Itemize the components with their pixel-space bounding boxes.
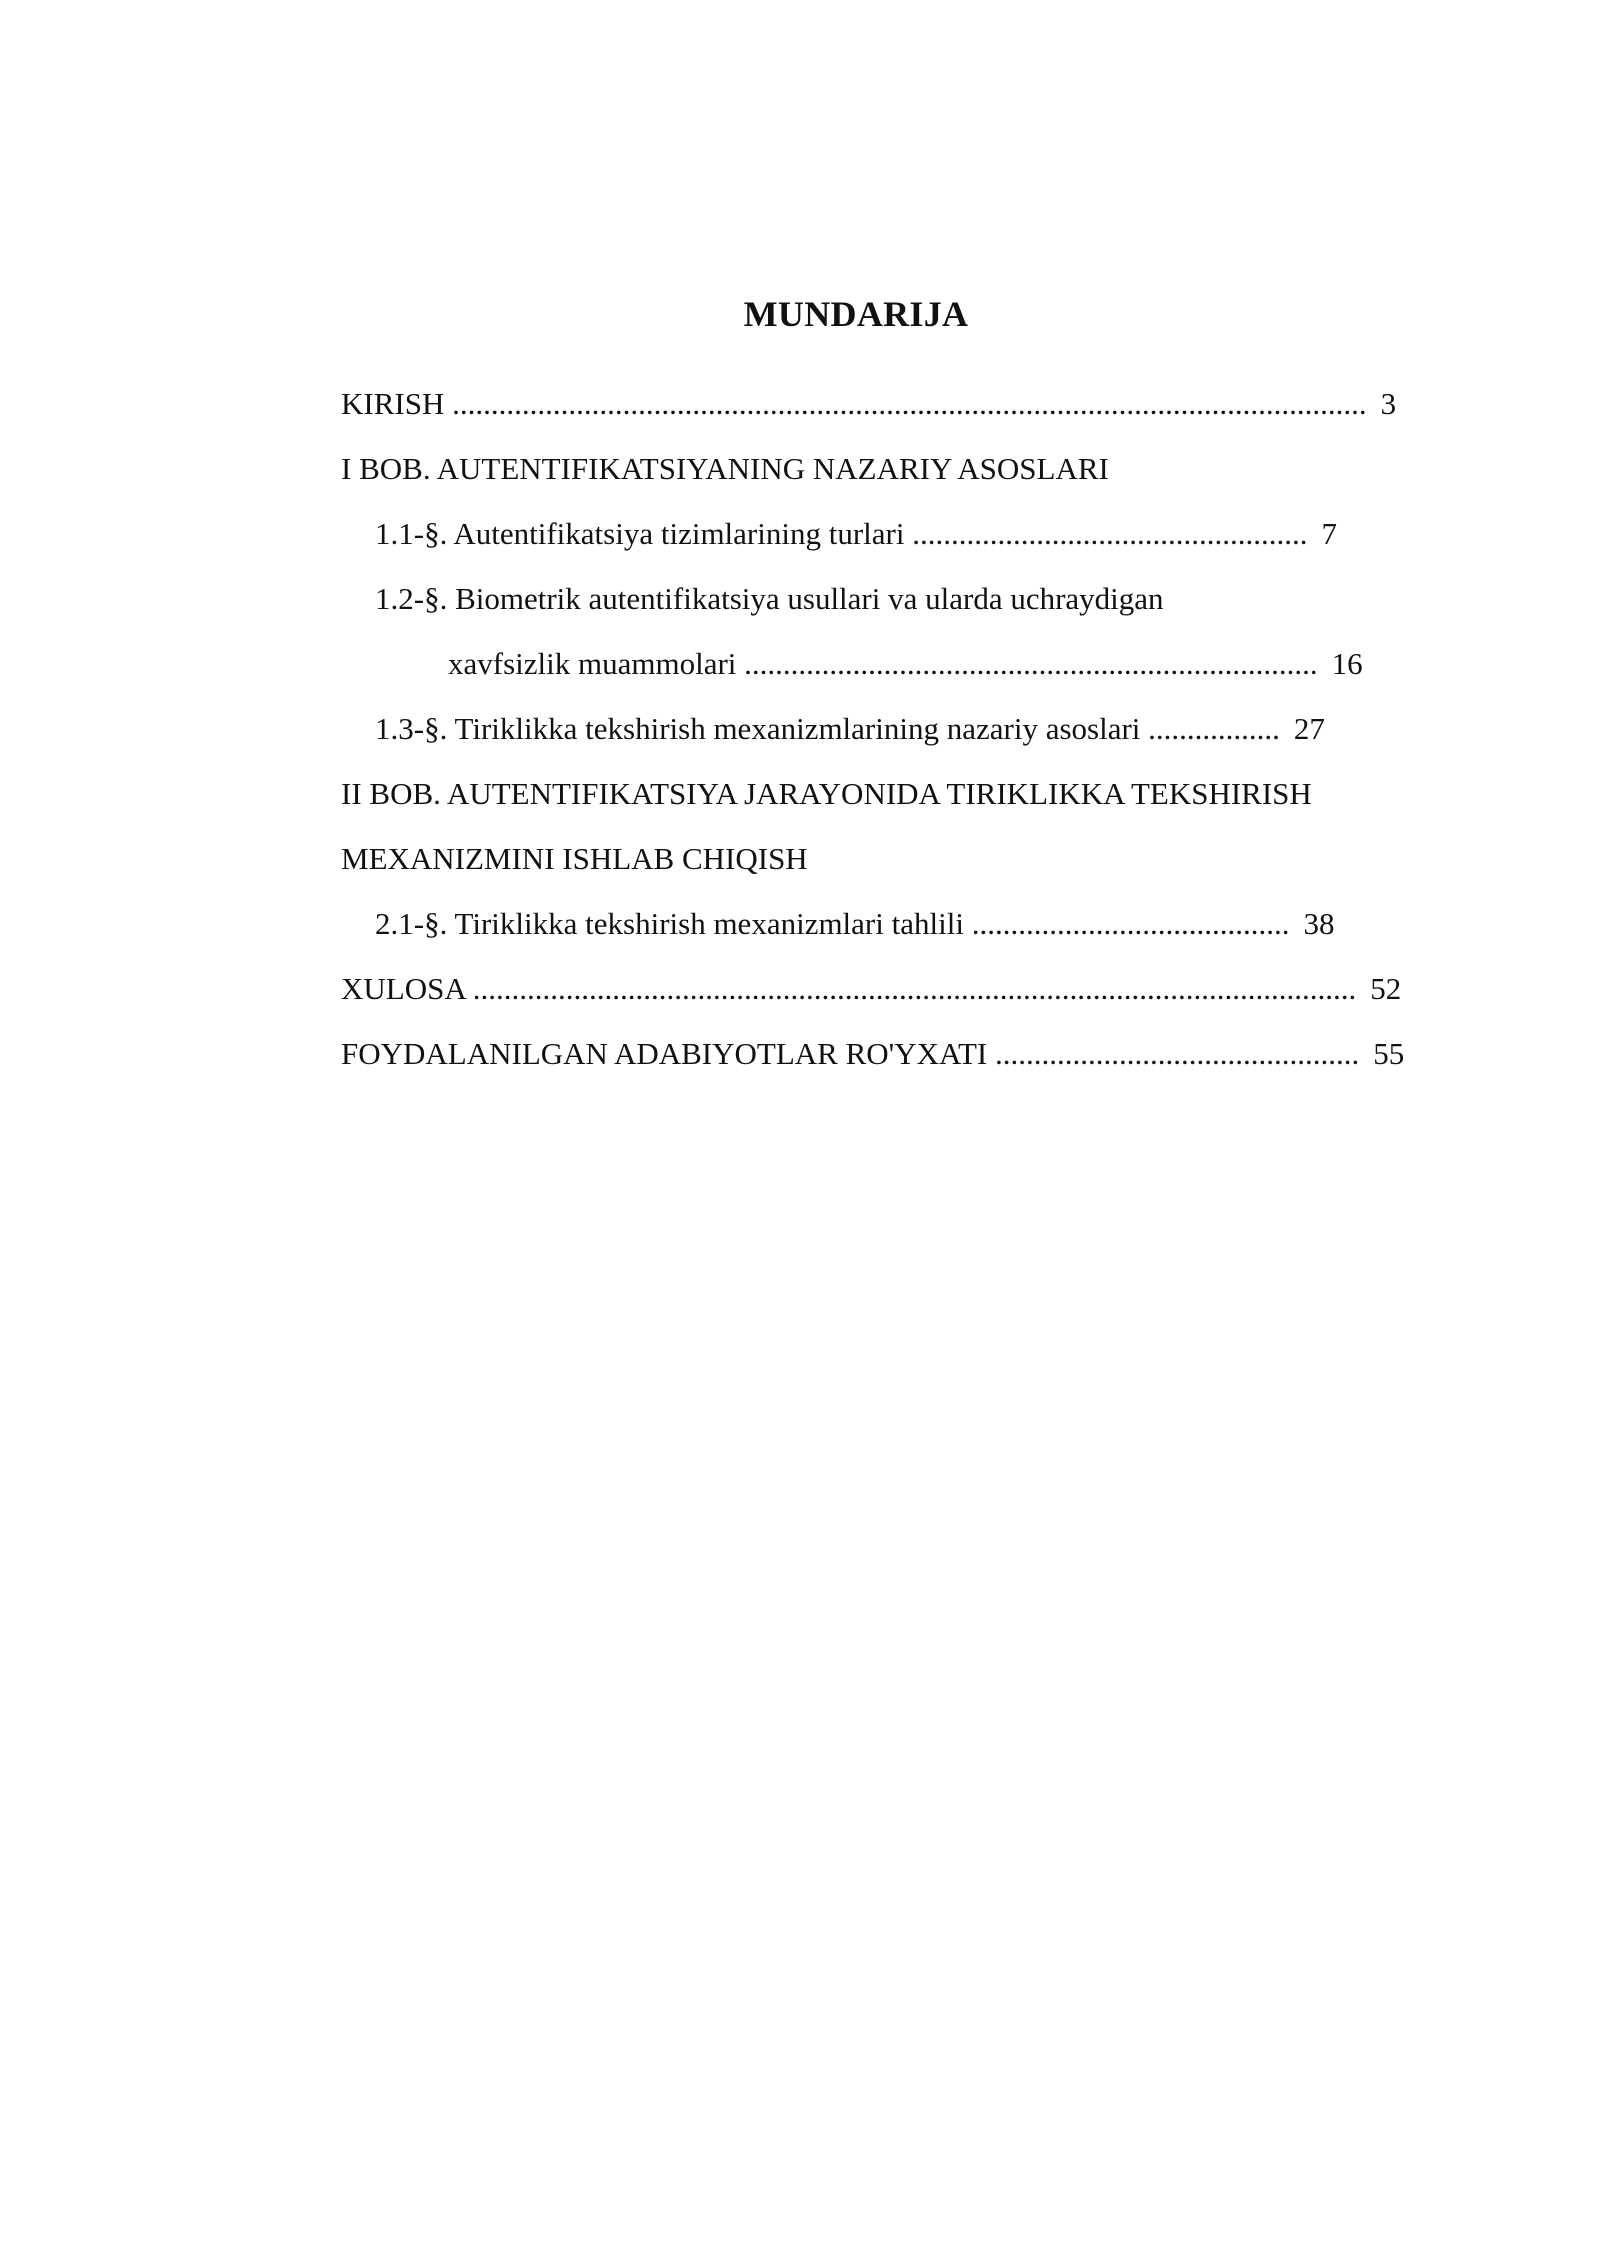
toc-page-number: 3 <box>1380 386 1397 421</box>
toc-page-number: 16 <box>1331 646 1363 681</box>
toc-entry-xulosa <box>341 969 1401 1009</box>
toc-entry-text: MEXANIZMINI ISHLAB CHIQISH <box>341 841 808 876</box>
toc-section-1-1 <box>375 514 1337 554</box>
toc-page-number: 55 <box>1373 1036 1405 1071</box>
toc-entry-references <box>341 1034 1404 1074</box>
toc-section-1-3 <box>375 709 1325 749</box>
toc-page-number: 27 <box>1293 711 1325 746</box>
toc-entry-kirish <box>341 384 1396 424</box>
toc-page-number: 52 <box>1370 971 1402 1006</box>
toc-entry-text: I BOB. AUTENTIFIKATSIYANING NAZARIY ASOSLARI <box>341 451 1109 486</box>
toc-entry-text: 1.1-§. Autentifikatsiya tizimlarining turlari ................................................... <box>375 516 1308 551</box>
toc-page-number: 38 <box>1303 906 1335 941</box>
toc-chapter-2-continued <box>341 839 808 879</box>
toc-entry-text: FOYDALANILGAN ADABIYOTLAR RO'YXATI ............................................... <box>341 1036 1360 1071</box>
toc-chapter-1 <box>341 449 1109 489</box>
toc-entry-text: 1.3-§. Tiriklikka tekshirish mexanizmlarining nazariy asoslari ................. <box>375 711 1280 746</box>
page-title: MUNDARIJA <box>743 294 969 334</box>
toc-entry-text: 2.1-§. Tiriklikka tekshirish mexanizmlari tahlili ......................................... <box>375 906 1290 941</box>
toc-entry-text: xavfsizlik muammolari .......................................................................... <box>448 646 1318 681</box>
toc-chapter-2 <box>341 774 1312 814</box>
toc-entry-text: KIRISH ...................................................................................................................... <box>341 386 1367 421</box>
toc-entry-text: XULOSA .................................................................................................................. <box>341 971 1357 1006</box>
toc-page-number: 7 <box>1321 516 1337 551</box>
toc-section-2-1 <box>375 904 1334 944</box>
toc-section-1-2 <box>375 579 1164 619</box>
toc-entry-text: II BOB. AUTENTIFIKATSIYA JARAYONIDA TIRIKLIKKA TEKSHIRISH <box>341 776 1312 811</box>
toc-entry-text: 1.2-§. Biometrik autentifikatsiya usullari va ularda uchraydigan <box>375 581 1164 616</box>
toc-section-1-2-continued <box>448 644 1363 684</box>
